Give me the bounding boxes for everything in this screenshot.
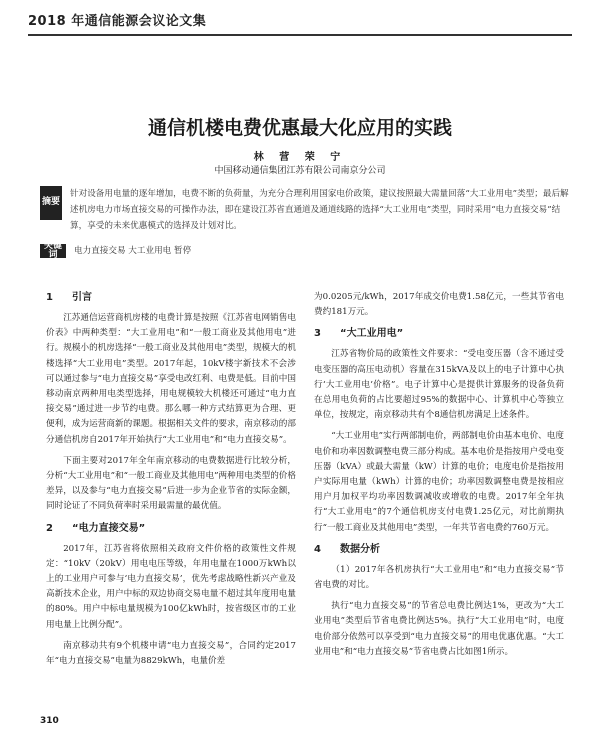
paper-author: 林 营 荣 宁 bbox=[253, 152, 347, 163]
section-heading-intro bbox=[46, 290, 296, 306]
section-number: 4 bbox=[314, 543, 321, 555]
section-title: “大工业用电” bbox=[340, 328, 404, 340]
section-number: 3 bbox=[314, 328, 321, 340]
paragraph: 南京移动共有9个机楼申请“电力直接交易”，合同约定2017年“电力直接交易”电量为8829kWh，电量价差 bbox=[46, 640, 296, 667]
section-number: 1 bbox=[46, 292, 53, 303]
paragraph: 执行“电力直接交易”的节省总电费比例达1%，更改为“大工业用电”类型后节省电费比例达5%。执行“大工业用电”时，电度电价部分依然可以享受到“电力直接交易”的用电优惠优惠。“大工业用电”和“电力直接交易”节省电费占比如图1所示。 bbox=[314, 601, 564, 657]
keywords-label: 关键词 bbox=[40, 244, 66, 258]
paragraph: 下面主要对2017年全年南京移动的电费数据进行比较分析，分析“大工业用电”和“一般工商业及其他用电”两种用电类型的价格差异，以及参与“电力直接交易”后进一步为企业节省的实际金额，同时论证了不同负荷率时采用最需量的最优值。 bbox=[46, 455, 296, 512]
abstract-block bbox=[40, 186, 570, 234]
paper-affiliation: 中国移动通信集团江苏有限公司南京分公司 bbox=[214, 166, 386, 176]
paragraph: 江苏通信运营商机房楼的电费计算是按照《江苏省电网销售电价表》中两种类型：“大工业用电”和“一般工商业及其他用电”进行。规模小的机房选择“一般工商业及其他用电”类型，规模大的机楼选择“大工业用电”类型。2017年起，10kV楼宇新技术不会涉可以通过参与“电力直接交易”享受电改红利、电费是低。目前中国移动南京两种用电类型选择，用电规模较大机楼还可通过“电力直接交易”通过进一步节约电费。那么哪一种方式结算更为合理、更便利，成为运营商新的课题。根据相关文件的要求，南京移动的部分通信机房自2017年开始执行“大工业用电”和“电力直接交易”。 bbox=[46, 313, 296, 445]
section-heading-industrial bbox=[314, 326, 564, 342]
section-heading-direct-trade bbox=[46, 521, 296, 537]
keywords-text: 电力直接交易 大工业用电 暂停 bbox=[74, 246, 192, 256]
paper-title: 通信机楼电费优惠最大化应用的实践 bbox=[147, 117, 452, 139]
paragraph: 江苏省物价局的政策性文件要求：“受电变压器（含不通过受电变压器的高压电动机）容量在315kVA及以上的电子计算中心执行‘大工业用电’价格”。电子计算中心是提供计算服务的设备负荷在总用电负荷的占比要超过95%的数据中心、计算机中心等独立单位，按规定，南京移动共有个8通信机房满足上述条件。 bbox=[314, 349, 564, 421]
keywords-block bbox=[40, 240, 570, 260]
header-rule bbox=[28, 34, 572, 36]
paragraph: “大工业用电”实行两部制电价，两部制电价由基本电价、电度电价和功率因数调整电费三部分构成。基本电价是指按用户受电变压器（kVA）或最大需量（kW）计算的电价；电度电价是指按用户实际用电量（kWh）计算的电价；功率因数调整电费是按相应用户月加权平均功率因数调减收或增收的电费。2017年全年执行“大工业用电”的7个通信机房支付电费1.25亿元，对比前期执行“一般工商业及其他用电”类型，一年共节省电费约760万元。 bbox=[314, 431, 564, 533]
abstract-label: 摘要 bbox=[40, 186, 62, 220]
section-title: 数据分析 bbox=[340, 543, 380, 555]
paragraph: 2017年，江苏省将依照相关政府文件价格的政策性文件规定：“10kV（20kV）用电电压等级，年用电量在1000万kWh以上的工业用户可参与‘电力直接交易’，优先考虑战略性新兴产业及高新技术企业，用户中标的双边协商交易电量不超过其年度用电量的80%。用户中标电量规模为100亿kWh时，按省级区市的工业用电量上比例分配”。 bbox=[46, 543, 296, 630]
section-number: 2 bbox=[46, 522, 53, 534]
abstract-text: 针对设备用电量的逐年增加，电费不断的负荷量，为充分合理利用国家电价政策，建议按照最大需量回落“大工业用电”类型；最后解述机房电力市场直接交易的可操作办法，即在建设江苏省直通道及通道线路的选择“大工业用电”类型，同时采用“电力直接交易”结算，享受的未来优惠模式的选择及计划对比。 bbox=[70, 189, 569, 231]
page-number: 310 bbox=[40, 716, 59, 726]
section-title: 引言 bbox=[72, 292, 92, 303]
right-column bbox=[314, 290, 564, 666]
section-title: “电力直接交易” bbox=[72, 522, 146, 534]
paragraph-continued: 为0.0205元/kWh，2017年成交价电费1.58亿元，一些其节省电费约181万元。 bbox=[314, 292, 564, 318]
paragraph: （1）2017年各机房执行“大工业用电”和“电力直接交易”节省电费的对比。 bbox=[314, 564, 564, 591]
section-heading-analysis bbox=[314, 542, 564, 558]
left-column bbox=[46, 290, 296, 675]
journal-header: 2018 年通信能源会议论文集 bbox=[28, 14, 207, 29]
